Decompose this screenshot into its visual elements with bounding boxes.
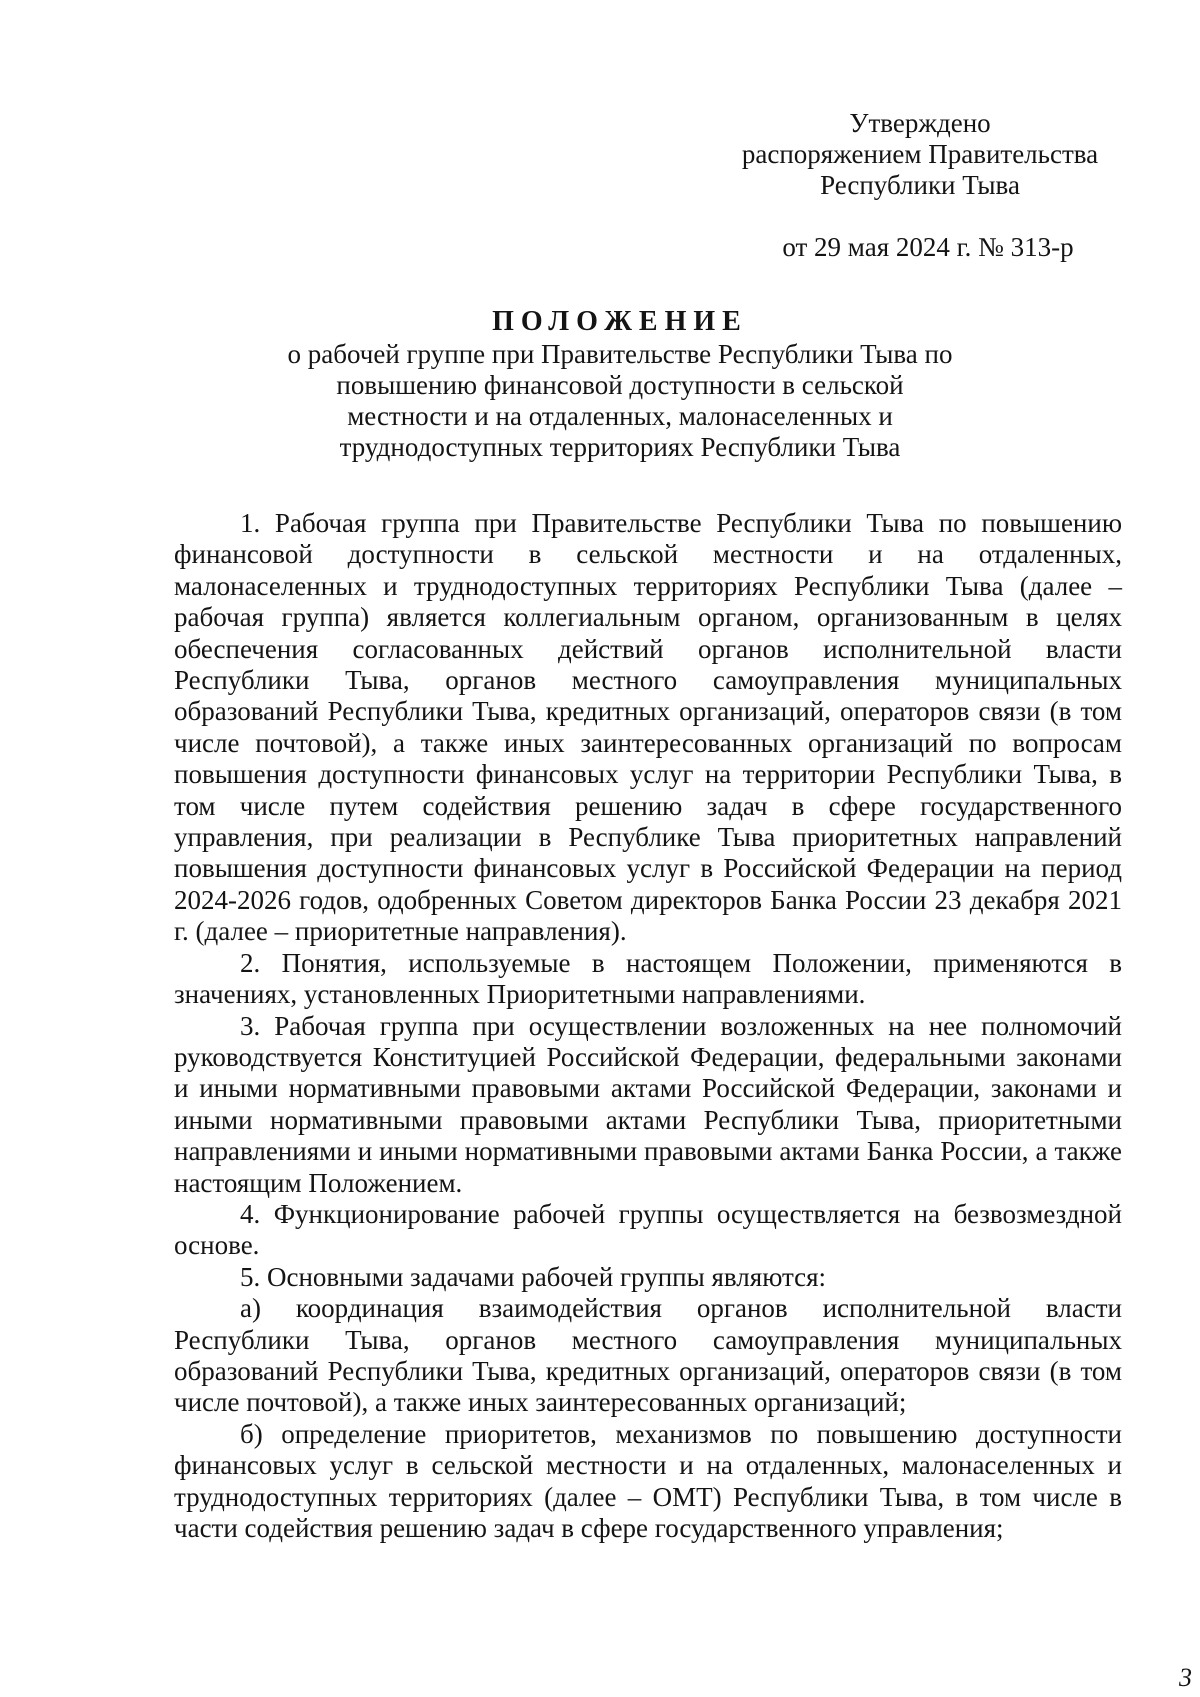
document-subtitle: о рабочей группе при Правительстве Республики Тыва по повышению финансовой доступности в сельской местности и на отдаленных, малонаселенных и труднодоступных территориях Республики Тыва [287, 339, 953, 462]
approval-line-approved: Утверждено [849, 108, 991, 138]
paragraph-4: 4. Функционирование рабочей группы осуществляется на безвозмездной основе. [174, 1198, 1122, 1261]
approval-line-order: распоряжением Правительства [741, 139, 1099, 169]
approval-line-republic: Республики Тыва [820, 170, 1020, 200]
paragraph-5a: а) координация взаимодействия органов исполнительной власти Республики Тыва, органов местного самоуправления муниципальных образований Республики Тыва, кредитных организаций, операторов связи (в том числе почтовой), а также иных заинтересованных организаций; [174, 1293, 1122, 1418]
paragraph-2: 2. Понятия, используемые в настоящем Положении, применяются в значениях, установленных Приоритетными направлениями. [174, 947, 1122, 1010]
approval-stamp [720, 108, 1120, 201]
paragraph-3: 3. Рабочая группа при осуществлении возложенных на нее полномочий руководствуется Конституцией Российской Федерации, федеральными законами и иными нормативными правовыми актами Российской Федерации, законами и иными нормативными правовыми актами Республики Тыва, приоритетными направлениями и иными нормативными правовыми актами Банка России, а также настоящим Положением. [174, 1010, 1122, 1198]
document-body [174, 508, 1122, 1544]
document-title: ПОЛОЖЕНИЕ [492, 306, 748, 337]
approval-date: от 29 мая 2024 г. № 313-р [782, 232, 1074, 262]
paragraph-5: 5. Основными задачами рабочей группы являются: [240, 1261, 827, 1292]
document-heading [170, 305, 1070, 463]
paragraph-1: 1. Рабочая группа при Правительстве Республики Тыва по повышению финансовой доступности в сельской местности и на отдаленных, малонаселенных и труднодоступных территориях Республики Тыва (далее – рабочая группа) является коллегиальным органом, организованным в целях обеспечения согласованных действий органов исполнительной власти Республики Тыва, органов местного самоуправления муниципальных образований Республики Тыва, кредитных организаций, операторов связи (в том числе почтовой), а также иных заинтересованных организаций по вопросам повышения доступности финансовых услуг на территории Республики Тыва, в том числе путем содействия решению задач в сфере государственного управления, при реализации в Республике Тыва приоритетных направлений повышения доступности финансовых услуг в Российской Федерации на период 2024-2026 годов, одобренных Советом директоров Банка России 23 декабря 2021 г. (далее – приоритетные направления). [174, 508, 1122, 947]
paragraph-5b: б) определение приоритетов, механизмов по повышению доступности финансовых услуг в сельской местности и на отдаленных, малонаселенных и труднодоступных территориях (далее – ОМТ) Республики Тыва, в том числе в части содействия решению задач в сфере государственного управления; [174, 1418, 1122, 1543]
page-corner-mark: 3 [1179, 1663, 1192, 1692]
